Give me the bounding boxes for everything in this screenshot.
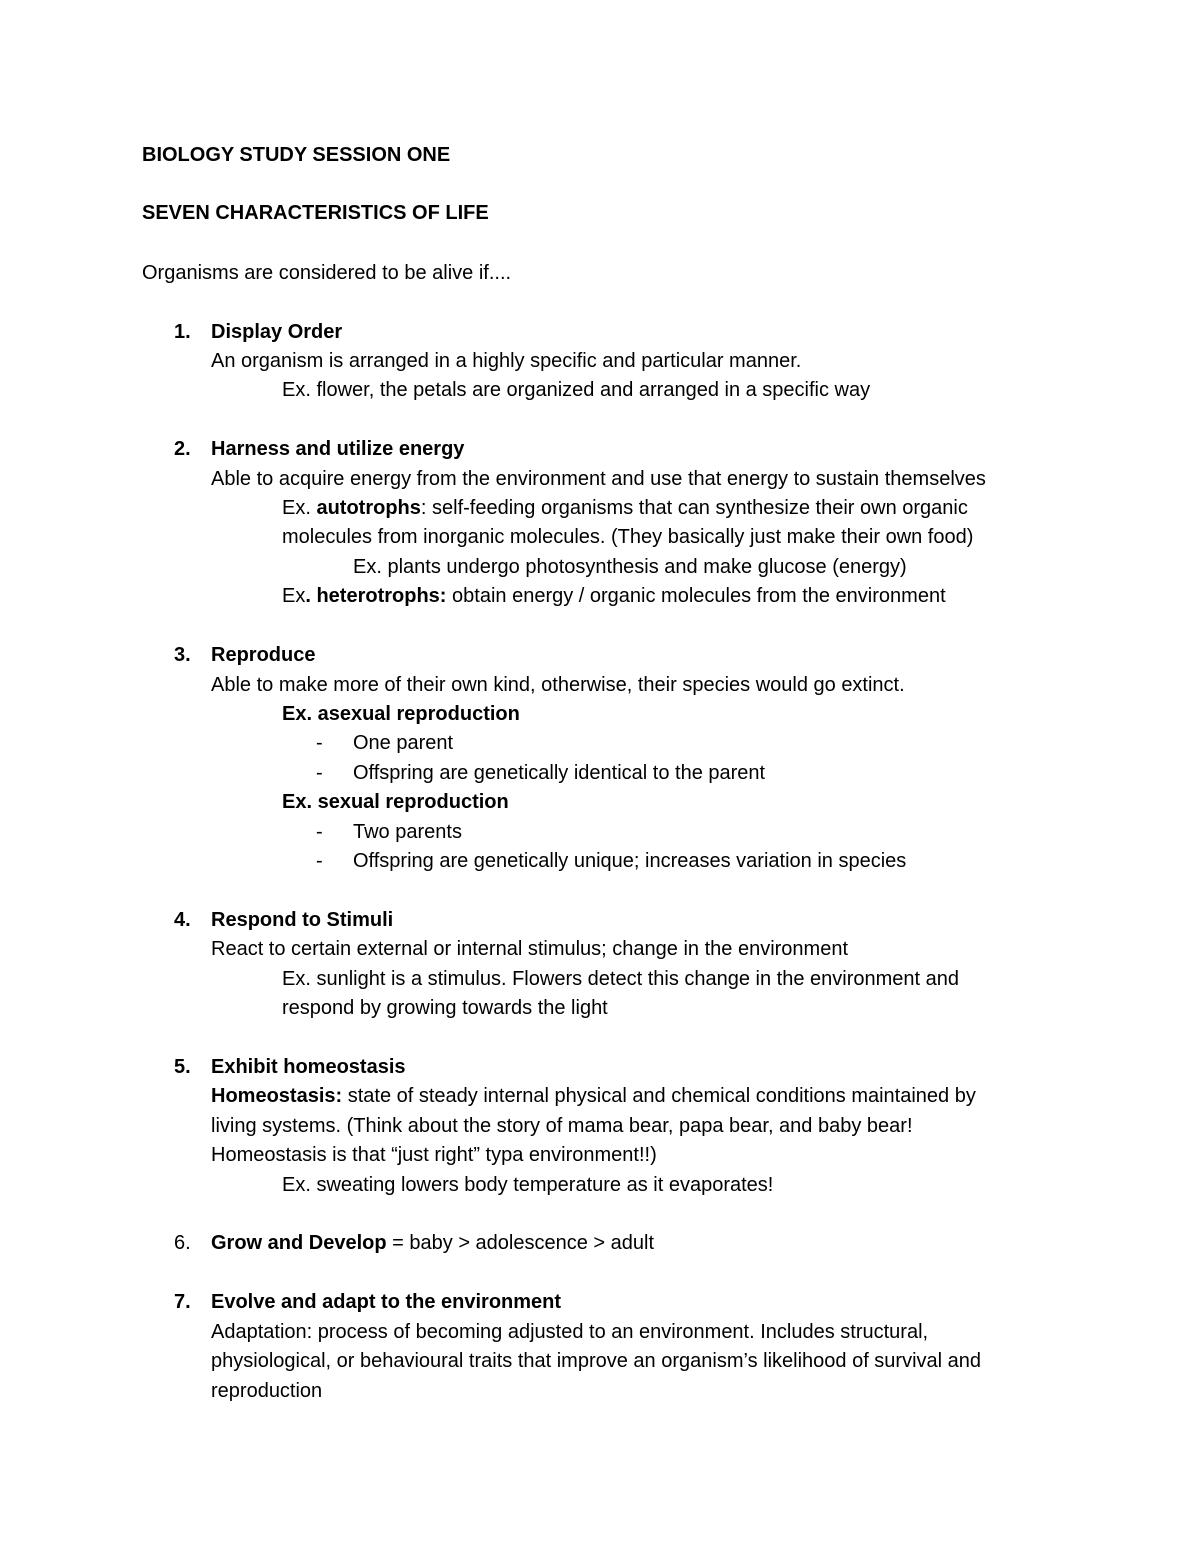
- item-description: React to certain external or internal stimulus; change in the environment: [211, 938, 849, 960]
- item-heading-harness-energy: Harness and utilize energy: [211, 438, 465, 460]
- item-example: Ex. sunlight is a stimulus. Flowers detect this change in the environment and: [282, 968, 960, 990]
- definition-continued: Homeostasis is that “just right” typa environment!!): [211, 1144, 657, 1166]
- bullet-item: Offspring are genetically unique; increases variation in species: [353, 850, 907, 872]
- example-asexual-heading: Ex. asexual reproduction: [282, 703, 520, 725]
- definition-text: state of steady internal physical and chemical conditions maintained by: [342, 1085, 976, 1107]
- item-heading-display-order: Display Order: [211, 321, 343, 343]
- item-number: 1.: [174, 321, 191, 343]
- item-inline-text: = baby > adolescence > adult: [386, 1232, 655, 1254]
- homeostasis-definition: [211, 1084, 976, 1108]
- item-example: Ex. sweating lowers body temperature as it evaporates!: [282, 1174, 774, 1196]
- definition-continued: living systems. (Think about the story of mama bear, papa bear, and baby bear!: [211, 1115, 913, 1137]
- item-number: 6.: [174, 1232, 191, 1254]
- item-example-continued: respond by growing towards the light: [282, 997, 608, 1019]
- example-text: obtain energy / organic molecules from the environment: [446, 585, 946, 607]
- term-homeostasis: Homeostasis:: [211, 1085, 343, 1107]
- term-autotrophs: autotrophs: [316, 497, 421, 519]
- section-heading: SEVEN CHARACTERISTICS OF LIFE: [142, 202, 489, 224]
- item-number: 2.: [174, 438, 191, 460]
- item-heading-respond-stimuli: Respond to Stimuli: [211, 909, 394, 931]
- bullet-item: Two parents: [353, 821, 462, 843]
- item-example-heterotrophs: [282, 584, 946, 608]
- example-text: : self-feeding organisms that can synthesize their own organic: [420, 497, 968, 519]
- item-sub-example: Ex. plants undergo photosynthesis and make glucose (energy): [353, 556, 907, 578]
- item-grow-develop: [211, 1231, 654, 1255]
- item-heading-grow-develop: Grow and Develop: [211, 1232, 387, 1254]
- item-description: Able to make more of their own kind, otherwise, their species would go extinct.: [211, 674, 905, 696]
- bullet-mark: -: [316, 850, 323, 872]
- term-heterotrophs: . heterotrophs:: [305, 585, 447, 607]
- item-heading-reproduce: Reproduce: [211, 644, 316, 666]
- item-description-continued: reproduction: [211, 1380, 323, 1402]
- bullet-mark: -: [316, 821, 323, 843]
- document-title: BIOLOGY STUDY SESSION ONE: [142, 144, 451, 166]
- intro-text: Organisms are considered to be alive if....: [142, 262, 512, 284]
- item-heading-homeostasis: Exhibit homeostasis: [211, 1056, 406, 1078]
- item-example: Ex. flower, the petals are organized and arranged in a specific way: [282, 379, 871, 401]
- example-prefix: Ex.: [282, 497, 317, 519]
- item-number: 7.: [174, 1291, 191, 1313]
- item-number: 4.: [174, 909, 191, 931]
- item-example-autotrophs: [282, 496, 968, 520]
- example-sexual-heading: Ex. sexual reproduction: [282, 791, 509, 813]
- item-example-continued: molecules from inorganic molecules. (They basically just make their own food): [282, 526, 974, 548]
- item-number: 5.: [174, 1056, 191, 1078]
- bullet-mark: -: [316, 732, 323, 754]
- example-prefix: Ex: [282, 585, 306, 607]
- item-description: Adaptation: process of becoming adjusted to an environment. Includes structural,: [211, 1321, 929, 1343]
- bullet-item: One parent: [353, 732, 454, 754]
- item-description-continued: physiological, or behavioural traits that improve an organism’s likelihood of survival and: [211, 1350, 982, 1372]
- item-description: An organism is arranged in a highly specific and particular manner.: [211, 350, 802, 372]
- bullet-mark: -: [316, 762, 323, 784]
- bullet-item: Offspring are genetically identical to the parent: [353, 762, 766, 784]
- item-description: Able to acquire energy from the environment and use that energy to sustain themselves: [211, 468, 986, 490]
- item-number: 3.: [174, 644, 191, 666]
- item-heading-evolve-adapt: Evolve and adapt to the environment: [211, 1291, 562, 1313]
